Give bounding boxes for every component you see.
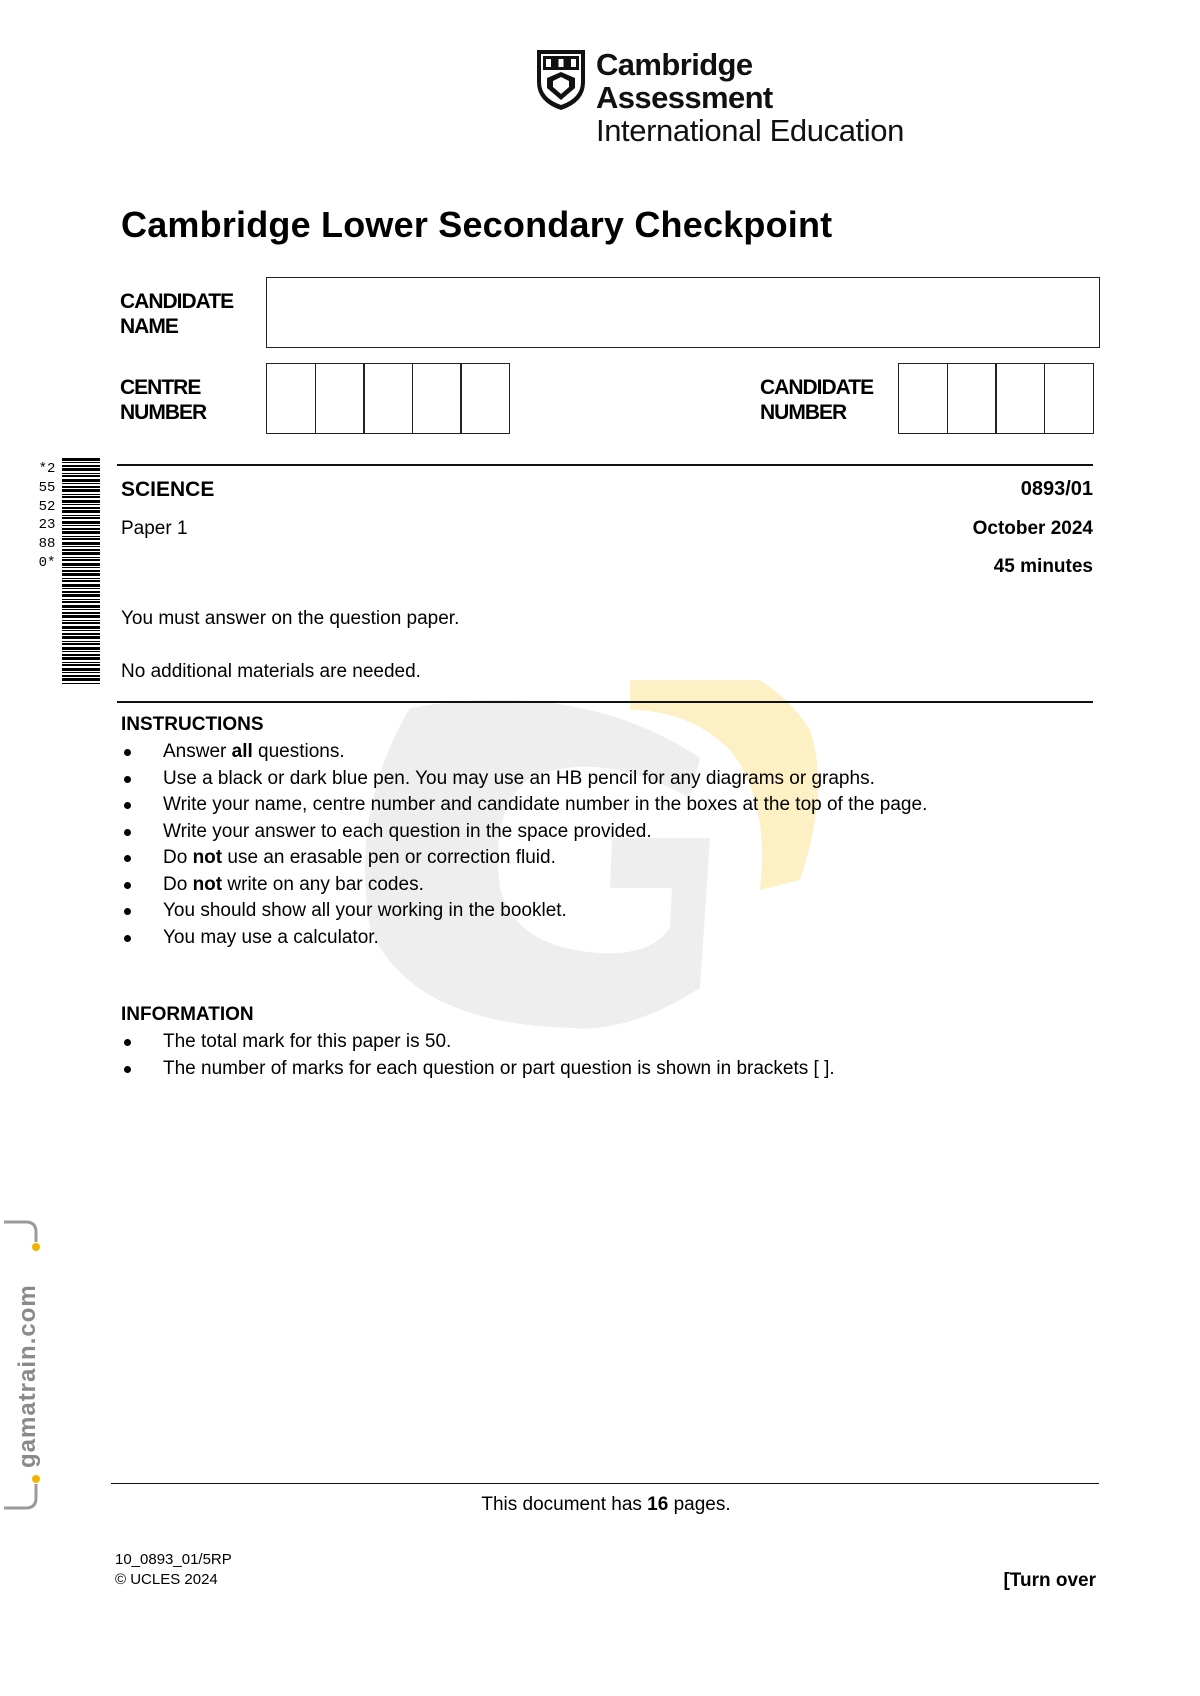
barcode-bar [62,504,100,505]
candidate-number-cell[interactable] [947,363,997,434]
cambridge-logo [535,47,915,148]
footer-divider [111,1483,1099,1484]
divider [117,701,1093,703]
barcode-bar [62,507,100,509]
barcode-bar [62,536,100,537]
barcode-bar [62,567,100,568]
barcode-bar [62,570,100,572]
barcode-bar [62,647,100,650]
information-heading: INFORMATION [121,1004,254,1025]
instruction-item: Write your name, centre number and candidate number in the boxes at the top of the page. [121,792,927,819]
barcode-bar [62,580,100,582]
barcode-bar [62,479,100,482]
instructions-heading: INSTRUCTIONS [121,714,264,735]
barcode-bar [62,486,100,488]
barcode-bar [62,496,100,498]
barcode-bar [62,612,100,614]
barcode-bar [62,546,100,547]
barcode-bar [62,531,100,534]
barcode-bar [62,473,100,474]
candidate-number-cell[interactable] [1044,363,1094,434]
barcode-bar [62,489,100,492]
turn-over: [Turn over [1003,1570,1096,1591]
instruction-item: Do not use an erasable pen or correction fluid. [121,845,927,872]
barcode-bar [62,630,100,631]
candidate-number-cell[interactable] [995,363,1045,434]
candidate-name-label: CANDIDATE NAME [120,290,234,338]
centre-number-label: CENTRE NUMBER [120,376,207,424]
barcode-bar [62,641,100,642]
barcode-bar [62,683,100,684]
logo-line-2: International Education [596,113,904,148]
barcode-bar [62,510,100,513]
barcode-bar [62,633,100,635]
barcode-bar [62,525,100,526]
cambridge-crest-icon [535,48,587,112]
candidate-number-boxes [898,363,1092,434]
side-watermark [0,1220,48,1510]
note-answer-on-paper: You must answer on the question paper. [121,608,460,629]
barcode-bar [62,483,100,484]
barcode-bar [62,622,100,624]
barcode-bar [62,542,100,545]
subject: SCIENCE [121,478,215,501]
candidate-name-box[interactable] [266,277,1100,348]
barcode-bar [62,538,100,540]
barcode-bar [62,654,100,656]
page-title: Cambridge Lower Secondary Checkpoint [121,204,833,245]
barcode-bar [62,468,100,471]
barcode-bar [62,475,100,477]
barcode-bar [62,500,100,503]
instruction-item: Write your answer to each question in the space provided. [121,819,927,846]
exam-duration: 45 minutes [993,556,1093,577]
barcode-bar [62,662,100,663]
instructions-list [121,739,927,951]
centre-number-cell[interactable] [412,363,462,434]
barcode-bar [62,651,100,652]
barcode-bar [62,494,100,495]
barcode-bar [62,626,100,629]
candidate-number-label: CANDIDATE NUMBER [760,376,874,424]
barcode-bar [62,517,100,519]
instruction-item: You may use a calculator. [121,925,927,952]
barcode-bar [62,591,100,593]
information-item: The total mark for this paper is 50. [121,1029,835,1056]
barcode-bar [62,515,100,516]
barcode-bar [62,605,100,608]
barcode-bar [62,573,100,576]
barcode-bar [62,672,100,673]
instruction-item: Use a black or dark blue pen. You may use an HB pencil for any diagrams or graphs. [121,766,927,793]
barcode-bar [62,563,100,566]
barcode-bar [62,458,100,461]
barcode-bar [62,552,100,555]
logo-line-1: Cambridge Assessment [596,47,773,115]
page-count: This document has 16 pages. [481,1494,731,1515]
centre-number-boxes [266,363,509,434]
barcode-bar [62,594,100,597]
barcode-bar [62,615,100,618]
centre-number-cell[interactable] [460,363,510,434]
barcode-bar [62,588,100,589]
barcode-bar [62,678,100,681]
centre-number-cell[interactable] [363,363,413,434]
barcode-bar [62,557,100,558]
barcode-bar [62,521,100,524]
centre-number-cell[interactable] [315,363,365,434]
barcode-bar [62,584,100,587]
information-list [121,1029,835,1082]
barcode-bar [62,609,100,610]
barcode-bar [62,675,100,677]
centre-number-cell[interactable] [266,363,316,434]
barcode-digits: *2555223880* [38,461,56,571]
exam-date: October 2024 [972,518,1093,539]
instruction-item: Do not write on any bar codes. [121,872,927,899]
divider [117,464,1093,466]
barcode-bar [62,578,100,579]
paper-code: 0893/01 [1020,478,1093,500]
barcode-bar [62,664,100,666]
barcode-bar [62,462,100,463]
instruction-item: Answer all questions. [121,739,927,766]
footer-code: 10_0893_01/5RP © UCLES 2024 [115,1551,232,1588]
candidate-number-cell[interactable] [898,363,948,434]
barcode-bar [62,549,100,551]
barcode-bar [62,636,100,639]
barcode-bar [62,465,100,467]
paper-number: Paper 1 [121,518,188,539]
barcode-bar [62,559,100,561]
barcode-bar [62,599,100,600]
instruction-item: You should show all your working in the booklet. [121,898,927,925]
barcode-bar [62,528,100,530]
barcode-bar [62,668,100,671]
information-item: The number of marks for each question or part question is shown in brackets [ ]. [121,1056,835,1083]
side-watermark-text: gamatrain.com [14,1284,41,1468]
barcode-bar [62,601,100,603]
barcode-bar [62,620,100,621]
barcode-bar [62,657,100,660]
barcode-bar [62,643,100,645]
note-materials: No additional materials are needed. [121,661,421,682]
